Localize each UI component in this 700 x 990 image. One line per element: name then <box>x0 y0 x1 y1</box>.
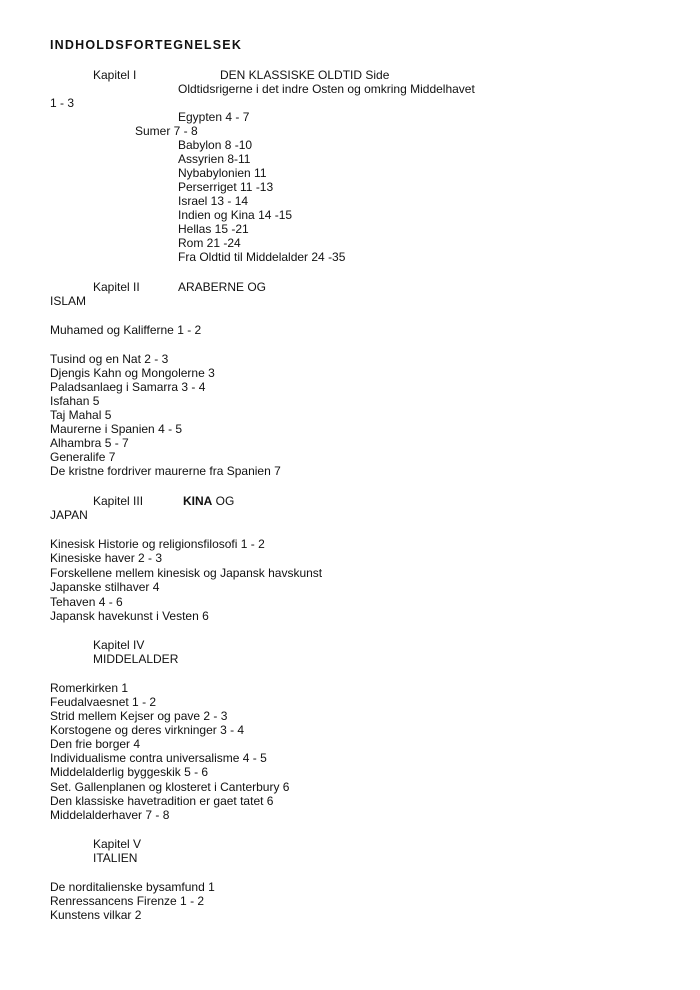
chapter-3-label: Kapitel III <box>93 494 144 508</box>
toc-entry: Renressancens Firenze 1 - 2 <box>50 894 205 908</box>
toc-entry: Tehaven 4 - 6 <box>50 595 123 609</box>
toc-entry: Alhambra 5 - 7 <box>50 436 129 450</box>
toc-entry: Hellas 15 -21 <box>178 222 249 236</box>
chapter-1-label: Kapitel I <box>93 68 137 82</box>
toc-entry: Forskellene mellem kinesisk og Japansk havskunst <box>50 566 323 580</box>
chapter-5-label: Kapitel V <box>93 837 142 851</box>
toc-entry: Middelalderlig byggeskik 5 - 6 <box>50 765 209 779</box>
toc-entry: Perserriget 11 -13 <box>178 180 274 194</box>
toc-entry: Generalife 7 <box>50 450 116 464</box>
toc-entry: Kunstens vilkar 2 <box>50 908 142 922</box>
toc-entry: Isfahan 5 <box>50 394 100 408</box>
toc-entry: Djengis Kahn og Mongolerne 3 <box>50 366 215 380</box>
toc-entry: Japansk havekunst i Vesten 6 <box>50 609 209 623</box>
chapter-4-label: Kapitel IV <box>93 638 145 652</box>
toc-entry: Feudalvaesnet 1 - 2 <box>50 695 157 709</box>
chapter-5-heading: ITALIEN <box>93 851 138 865</box>
toc-entry: De norditalienske bysamfund 1 <box>50 880 215 894</box>
chapter-3-heading <box>183 494 234 508</box>
toc-entry: Nybabylonien 11 <box>178 166 267 180</box>
toc-entry: Tusind og en Nat 2 - 3 <box>50 352 169 366</box>
toc-entry: Den frie borger 4 <box>50 737 141 751</box>
chapter-3-heading-og: OG <box>212 494 235 508</box>
toc-entry: Rom 21 -24 <box>178 236 241 250</box>
toc-entry: Middelalderhaver 7 - 8 <box>50 808 170 822</box>
toc-entry: Maurerne i Spanien 4 - 5 <box>50 422 183 436</box>
toc-entry: Set. Gallenplanen og klosteret i Canterbury 6 <box>50 780 290 794</box>
toc-entry: Kinesiske haver 2 - 3 <box>50 551 163 565</box>
toc-entry: Babylon 8 -10 <box>178 138 253 152</box>
toc-entry: Den klassiske havetradition er gaet tatet 6 <box>50 794 274 808</box>
toc-entry: Romerkirken 1 <box>50 681 129 695</box>
toc-entry: Sumer 7 - 8 <box>135 124 198 138</box>
toc-entry: Indien og Kina 14 -15 <box>178 208 293 222</box>
toc-entry: Kinesisk Historie og religionsfilosofi 1 - 2 <box>50 537 265 551</box>
toc-entry: Muhamed og Kalifferne 1 - 2 <box>50 323 202 337</box>
toc-entry: Korstogene og deres virkninger 3 - 4 <box>50 723 245 737</box>
toc-entry: Taj Mahal 5 <box>50 408 112 422</box>
toc-entry: Israel 13 - 14 <box>178 194 249 208</box>
toc-entry: De kristne fordriver maurerne fra Spanien 7 <box>50 464 281 478</box>
chapter-1-subtitle-pages: 1 - 3 <box>50 96 75 110</box>
chapter-3-heading-kina: KINA <box>183 494 213 508</box>
chapter-1-subtitle: Oldtidsrigerne i det indre Osten og omkring Middelhavet <box>178 82 475 96</box>
toc-entry: Individualisme contra universalisme 4 - 5 <box>50 751 267 765</box>
toc-entry: Assyrien 8-11 <box>178 152 251 166</box>
chapter-2-label: Kapitel II <box>93 280 140 294</box>
chapter-2-heading-cont: ISLAM <box>50 294 87 308</box>
chapter-1-heading: DEN KLASSISKE OLDTID Side <box>220 68 390 82</box>
toc-entry: Paladsanlaeg i Samarra 3 - 4 <box>50 380 206 394</box>
toc-entry: Egypten 4 - 7 <box>178 110 250 124</box>
page-title: INDHOLDSFORTEGNELSEK <box>50 38 243 52</box>
chapter-4-heading: MIDDELALDER <box>93 652 179 666</box>
chapter-2-heading: ARABERNE OG <box>178 280 267 294</box>
toc-entry: Japanske stilhaver 4 <box>50 580 160 594</box>
toc-entry: Fra Oldtid til Middelalder 24 -35 <box>178 250 346 264</box>
toc-entry: Strid mellem Kejser og pave 2 - 3 <box>50 709 228 723</box>
chapter-3-heading-cont: JAPAN <box>50 508 88 522</box>
